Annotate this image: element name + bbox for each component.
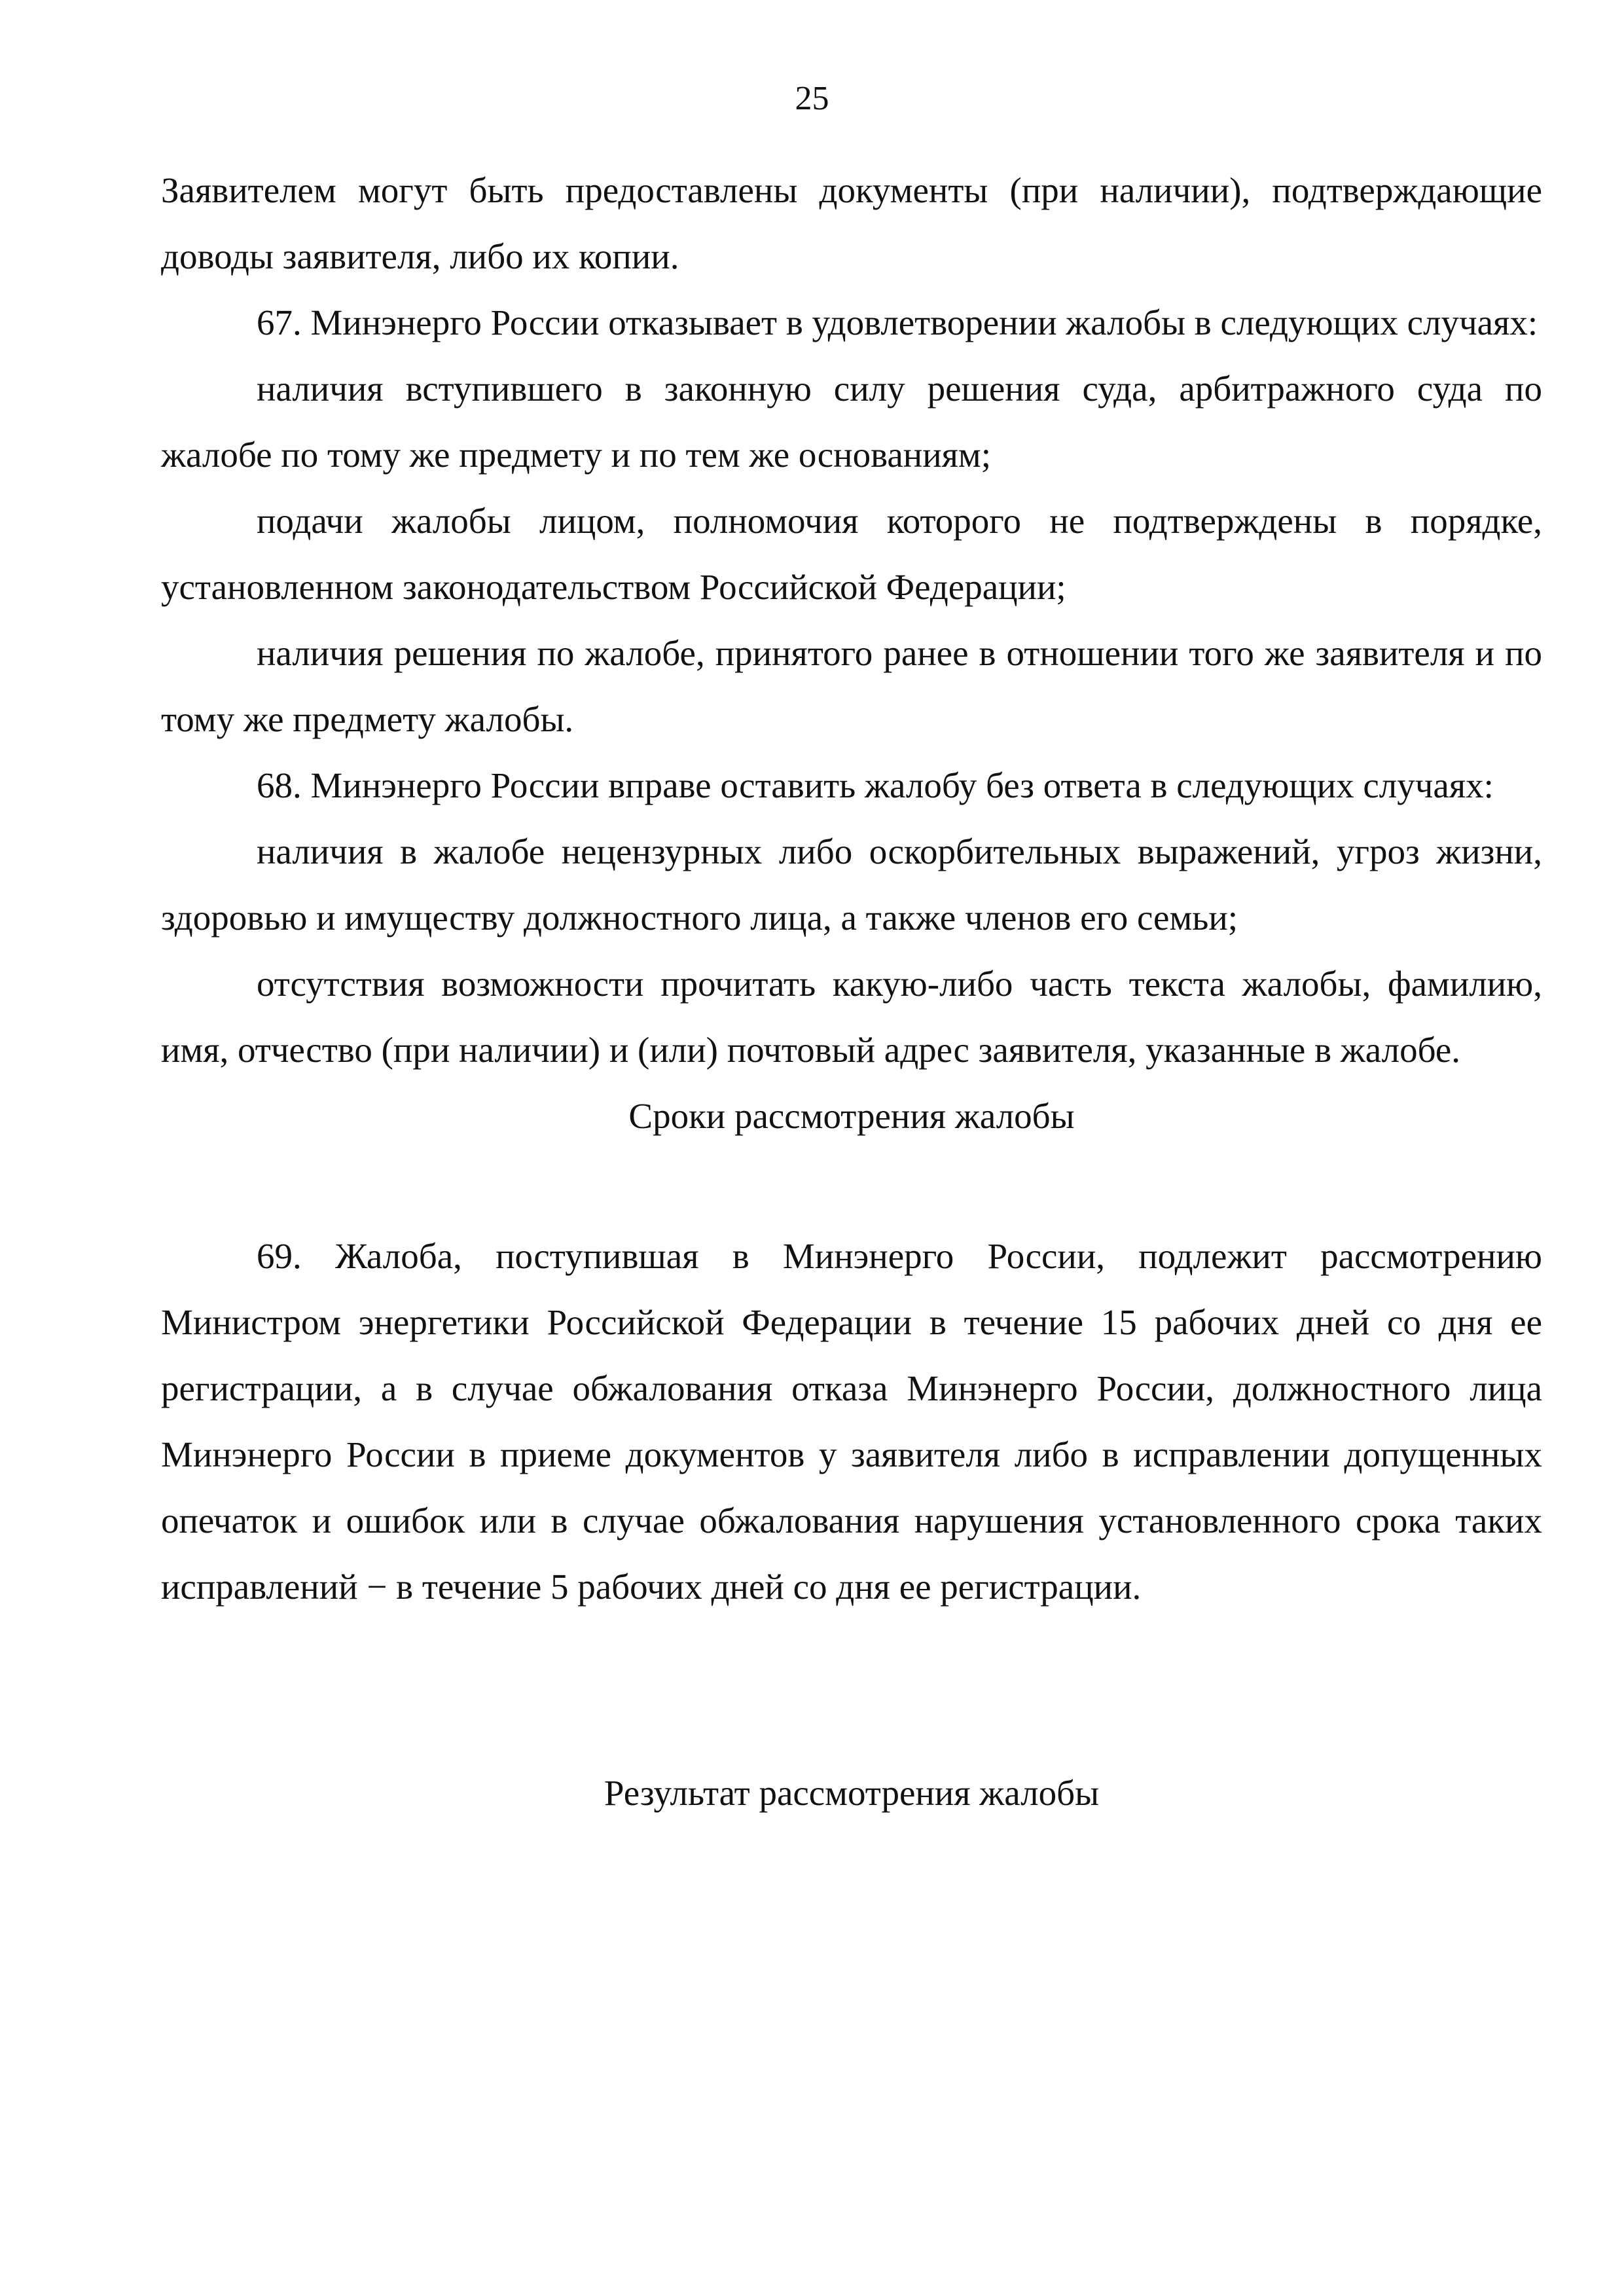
- paragraph-continuation: Заявителем могут быть предоставлены документы (при наличии), подтверждающие доводы заявителя, либо их копии.: [161, 170, 1542, 276]
- paragraph-67-item-2: подачи жалобы лицом, полномочия которого не подтверждены в порядке, установленном законодательством Российской Федерации;: [161, 501, 1542, 607]
- paragraph-68: 68. Минэнерго России вправе оставить жалобу без ответа в следующих случаях:: [257, 765, 1494, 805]
- paragraph-68-item-1: наличия в жалобе нецензурных либо оскорбительных выражений, угроз жизни, здоровью и имуществу должностного лица, а также членов его семьи;: [161, 831, 1542, 938]
- paragraph-67-item-1: наличия вступившего в законную силу решения суда, арбитражного суда по жалобе по тому же предмету и по тем же основаниям;: [161, 369, 1542, 475]
- document-body: [161, 157, 1542, 1826]
- paragraph-68-item-2: отсутствия возможности прочитать какую-либо часть текста жалобы, фамилию, имя, отчество (при наличии) и (или) почтовый адрес заявителя, указанные в жалобе.: [161, 964, 1542, 1070]
- paragraph-67: 67. Минэнерго России отказывает в удовлетворении жалобы в следующих случаях:: [257, 302, 1538, 342]
- section-heading-terms: Сроки рассмотрения жалобы: [628, 1096, 1075, 1136]
- paragraph-67-item-3: наличия решения по жалобе, принятого ранее в отношении того же заявителя и по тому же предмету жалобы.: [161, 633, 1542, 739]
- section-heading-result: Результат рассмотрения жалобы: [604, 1773, 1100, 1813]
- page-number: 25: [795, 80, 829, 117]
- paragraph-69: 69. Жалоба, поступившая в Минэнерго России, подлежит рассмотрению Министром энергетики Российской Федерации в течение 15 рабочих дней со дня ее регистрации, а в случае обжалования отказа Минэнерго России, должностного лица Минэнерго России в приеме документов у заявителя либо в исправлении допущенных опечаток и ошибок или в случае обжалования нарушения установленного срока таких исправлений − в течение 5 рабочих дней со дня ее регистрации.: [161, 1236, 1542, 1607]
